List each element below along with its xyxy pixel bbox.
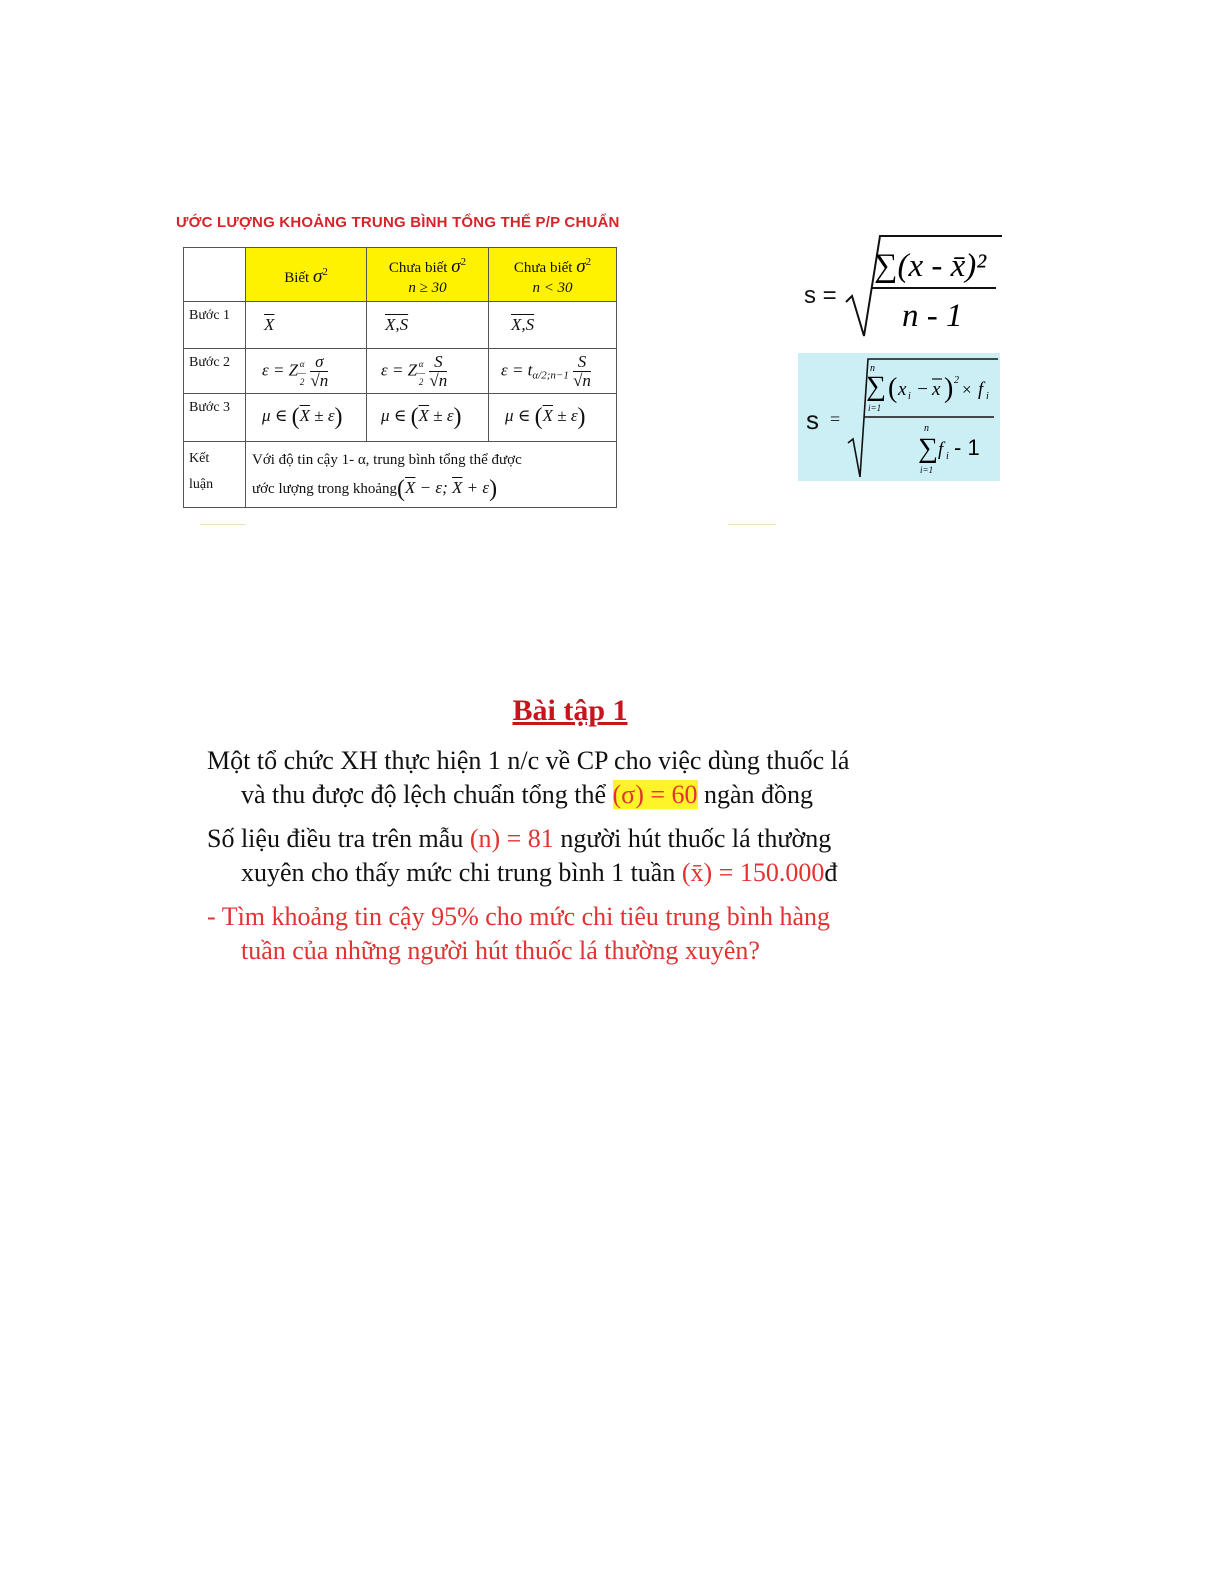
svg-text:n: n [924, 423, 929, 434]
svg-text:- 1: - 1 [954, 435, 980, 460]
step1-unknown-small [489, 302, 617, 349]
paragraph-2-text-a: Số liệu điều tra trên mẫu [207, 824, 464, 853]
header-unknown-small: Chưa biết $\sigma^2$ n < 30 [489, 248, 617, 302]
std-dev-label: s = [804, 282, 837, 309]
paragraph-2-text-b: người hút thuốc lá thường [560, 824, 832, 853]
std-dev-radical [844, 232, 1004, 342]
paragraph-1-unit: ngàn đồng [704, 780, 814, 809]
sample-size: (n) = 81 [469, 824, 554, 853]
exercise-paragraph-2 [207, 822, 837, 890]
paragraph-2-text-c: xuyên cho thấy mức chi trung bình 1 tuần [241, 858, 676, 887]
weighted-std-dev-formula [798, 353, 1000, 481]
step2-unknown-small-formula: $\varepsilon = t_{\alpha/2;n-1}$ $\frac{S}{√n}$ [489, 349, 617, 394]
svg-text:): ) [944, 373, 954, 404]
svg-text:x: x [898, 379, 907, 400]
step1-unknown-small-value: X,S [511, 315, 535, 334]
divider-right [728, 524, 776, 525]
svg-text:i=1: i=1 [920, 465, 934, 475]
step1-known-value: $\overline{X}$ [264, 315, 275, 334]
step3-unknown-large-formula: μ ∈ $(\overline{X} \pm \varepsilon)$ [367, 394, 489, 442]
condition-small: n < 30 [532, 279, 573, 296]
step1-unknown-large-value: X,S [385, 315, 409, 334]
weighted-radical [844, 353, 1000, 481]
equals-sign: = [830, 409, 841, 429]
std-dev-denominator: n - 1 [902, 298, 963, 334]
sample-mean: (x̄) = 150.000 [681, 858, 825, 887]
exercise-paragraph-1 [207, 744, 849, 812]
step1-unknown-large [367, 302, 489, 349]
condition-large: n ≥ 30 [408, 279, 447, 296]
question-line-1: - Tìm khoảng tin cậy 95% cho mức chi tiêu trung bình hàng [207, 902, 831, 931]
paragraph-1-line-1: Một tổ chức XH thực hiện 1 n/c về CP cho việc dùng thuốc lá [207, 746, 850, 775]
step2-unknown-large-formula: ε = Z α — 2 $\frac{S}{√n}$ [367, 349, 489, 394]
currency-unit: đ [824, 858, 838, 887]
weighted-std-dev-s: s [806, 405, 819, 435]
row-label-step3: Bước 3 [184, 394, 246, 442]
paragraph-2-line-2 [207, 856, 837, 890]
divider-left [200, 524, 246, 525]
svg-text:−: − [916, 379, 929, 400]
svg-text:∑: ∑ [918, 433, 938, 464]
svg-text:f: f [938, 439, 944, 460]
svg-text:2: 2 [954, 375, 959, 386]
std-dev-formula [804, 232, 1004, 342]
step1-known [246, 302, 367, 349]
header-unknown-large: Chưa biết $\sigma^2$ n ≥ 30 [367, 248, 489, 302]
std-dev-numerator: ∑(x - x̄)² [874, 248, 987, 284]
svg-text:i: i [908, 391, 911, 402]
svg-text:f: f [978, 379, 984, 400]
svg-text:i: i [986, 391, 989, 402]
paragraph-2-line-1 [207, 822, 837, 856]
row-label-step2: Bước 2 [184, 349, 246, 394]
estimation-table [183, 247, 617, 508]
row-label-step1: Bước 1 [184, 302, 246, 349]
svg-text:n: n [870, 363, 875, 374]
svg-text:i=1: i=1 [868, 403, 882, 413]
conclusion-line-1: Với độ tin cậy 1- α, trung bình tổng thể được [252, 452, 522, 468]
header-known: Biết $\sigma^2$ [246, 248, 367, 302]
section-title: ƯỚC LƯỢNG KHOẢNG TRUNG BÌNH TỔNG THỂ P/P CHUẨN [176, 214, 620, 231]
row-label-conclusion [184, 442, 246, 508]
conclusion-text: Với độ tin cậy 1- α, trung bình tổng thể được ước lượng trong $khoảng(\overline{X} - \varepsilon$; $\overline{X} + \varepsilon$) [246, 442, 617, 508]
svg-text:∑: ∑ [866, 371, 886, 402]
sigma-highlight: (σ) = 60 [612, 780, 698, 809]
exercise-title: Bài tập 1 [512, 694, 628, 727]
paragraph-1-text: và thu được độ lệch chuẩn tổng thể [241, 780, 607, 809]
conclusion-line-2: ước lượng trong khoảng [252, 481, 398, 497]
header-unknown-large-label: Chưa biết [388, 259, 448, 276]
svg-text:x: x [932, 379, 941, 400]
question-line-2: tuần của những người hút thuốc lá thường xuyên? [241, 936, 760, 965]
svg-text:×: × [962, 380, 972, 399]
corner-cell [184, 248, 246, 302]
svg-text:(: ( [888, 373, 898, 404]
exercise-question [207, 900, 830, 968]
step3-known-formula: μ ∈ $(\overline{X} \pm \varepsilon)$ [246, 394, 367, 442]
step3-unknown-small-formula: μ ∈ $(\overline{X} \pm \varepsilon)$ [489, 394, 617, 442]
conclusion-label-2: luận [189, 477, 214, 492]
conclusion-label-1: Kết [189, 451, 210, 466]
svg-text:i: i [946, 451, 949, 462]
paragraph-1-line-2 [207, 778, 849, 812]
header-unknown-small-label: Chưa biết [513, 259, 573, 276]
step2-known-formula: ε = Z α — 2 $\frac{\sigma}{√n}$ [246, 349, 367, 394]
header-known-label: Biết [284, 269, 310, 286]
